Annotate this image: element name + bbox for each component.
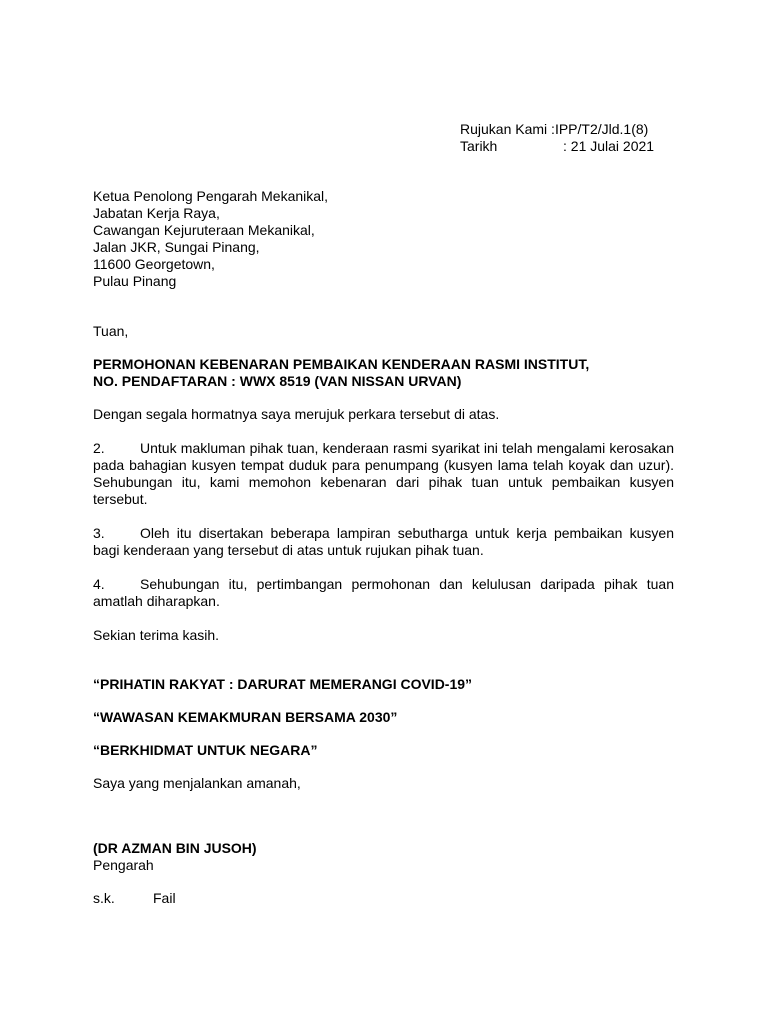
closing-line: Sekian terima kasih. — [93, 627, 220, 643]
paragraph-4 — [93, 576, 674, 610]
paragraph-2 — [93, 440, 674, 508]
letter-body — [93, 188, 674, 907]
recipient-address — [93, 188, 674, 290]
date-label: Tarikh — [460, 138, 498, 154]
salutation: Tuan, — [93, 323, 129, 339]
signatory-name: (DR AZMAN BIN JUSOH) — [93, 840, 257, 856]
reference-value: IPP/T2/Jld.1(8) — [554, 121, 649, 137]
recipient-line: Ketua Penolong Pengarah Mekanikal, — [93, 188, 329, 204]
recipient-line: Cawangan Kejuruteraan Mekanikal, — [93, 222, 315, 238]
recipient-line: Jalan JKR, Sungai Pinang, — [93, 239, 260, 255]
date-row — [460, 138, 654, 155]
subject-line-2: NO. PENDAFTARAN : WWX 8519 (VAN NISSAN URVAN) — [93, 373, 462, 389]
paragraph-3 — [93, 525, 674, 559]
cc-value: Fail — [153, 890, 176, 906]
slogan-1: “PRIHATIN RAKYAT : DARURAT MEMERANGI COVID-19” — [93, 676, 473, 692]
recipient-line: 11600 Georgetown, — [93, 256, 215, 272]
reference-row — [460, 121, 654, 138]
paragraph-intro: Dengan segala hormatnya saya merujuk perkara tersebut di atas. — [93, 406, 500, 422]
paragraph-number: 4. — [93, 576, 105, 592]
date-value: : 21 Julai 2021 — [563, 138, 655, 154]
reference-block — [460, 121, 654, 155]
reference-label: Rujukan Kami : — [460, 121, 555, 137]
signoff: Saya yang menjalankan amanah, — [93, 775, 301, 791]
recipient-line: Jabatan Kerja Raya, — [93, 205, 220, 221]
slogan-3: “BERKHIDMAT UNTUK NEGARA” — [93, 742, 318, 758]
cc-line — [93, 890, 674, 907]
paragraph-text: Sehubungan itu, pertimbangan permohonan dan kelulusan daripada pihak tuan amatlah diharapkan. — [93, 576, 674, 609]
subject-heading — [93, 356, 674, 390]
paragraph-number: 3. — [93, 525, 105, 541]
paragraph-text: Oleh itu disertakan beberapa lampiran sebutharga untuk kerja pembaikan kusyen bagi kenderaan yang tersebut di atas untuk rujukan pihak tuan. — [93, 525, 674, 558]
cc-label: s.k. — [93, 890, 115, 906]
paragraph-text: Untuk makluman pihak tuan, kenderaan rasmi syarikat ini telah mengalami kerosakan pada bahagian kusyen tempat duduk para penumpang (kusyen lama telah koyak dan uzur). Sehubungan itu, kami memohon kebenaran dari pihak tuan untuk pembaikan kusyen tersebut. — [93, 440, 674, 507]
recipient-line: Pulau Pinang — [93, 273, 177, 289]
slogan-2: “WAWASAN KEMAKMURAN BERSAMA 2030” — [93, 709, 398, 725]
signatory-title: Pengarah — [93, 857, 154, 873]
paragraph-number: 2. — [93, 440, 105, 456]
subject-line-1: PERMOHONAN KEBENARAN PEMBAIKAN KENDERAAN RASMI INSTITUT, — [93, 356, 590, 372]
